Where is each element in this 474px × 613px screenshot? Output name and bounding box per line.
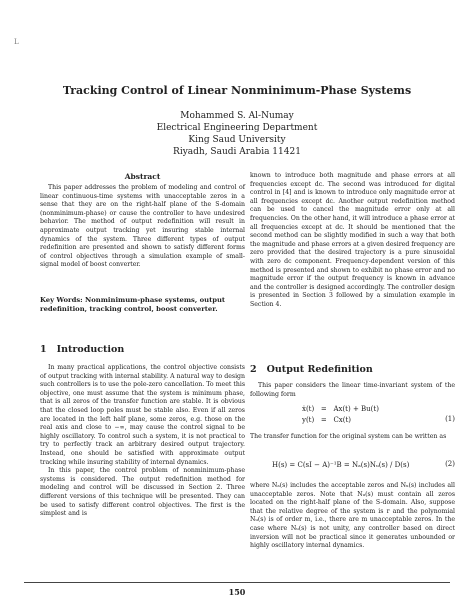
abstract-text-block xyxy=(40,184,245,270)
abstract-text: This paper addresses the problem of modeling and control of linear continuous-time systems with unacceptable zeros in a sense that they are on the right-half plane of the S-domain (nonminimum-phase) or cause the controller to have undesired behavior. The method of output redefinition will result in approximate output tracking yet insuring stable internal dynamics of the system. Three different types of output redefinition are presented and shown to satisfy different forms of control objectives through a simulation example of small-signal model of boost converter. xyxy=(40,184,245,269)
intro-number: 1 xyxy=(40,344,47,355)
equation-2-number: (2) xyxy=(445,460,455,468)
intro-paragraph-2: In this paper, the control problem of nonminimum-phase systems is considered. The output redefinition method for modeling and control will be discussed in Section 2. Three different versions of this technique will be presented. They can be used to satisfy different control objectives. The first is the simplest and is xyxy=(40,467,245,518)
paper-title: Tracking Control of Linear Nonminimum-Phase Systems xyxy=(62,84,412,97)
section2-para1-block xyxy=(250,382,455,399)
author-department: Electrical Engineering Department xyxy=(156,123,318,133)
intro-text-block xyxy=(40,364,245,519)
equation-1-line-2: y(t) = Cx(t) xyxy=(302,416,352,424)
footer-rule xyxy=(24,582,450,583)
intro-paragraph-1: In many practical applications, the control objective consists of output tracking with internal stability. A natural way to design such controllers is to use the pole-zero cancellation. To meet this objective, one must assume that the system is minimum phase, that is all zeros of the transfer function are stable. It is obvious that the closed loop poles must be stable also. Even if all zeros are located in the left half plane, some zeros, e.g. those on the real axis and close to −∞, may cause the control signal to be highly oscillatory. To control such a system, it is not practical to try to perfectly track an arbitrary desired output trajectory. Instead, one should be satisfied with approximate output tracking while insuring stability of internal dynamics. xyxy=(40,364,245,466)
equation-1 xyxy=(250,404,455,426)
equation-1-number: (1) xyxy=(445,415,455,423)
right-column-continuation: known to introduce both magnitude and phase errors at all frequencies except dc. The second was introduced for digital control in [4] and is known to introduce only magnitude error at all frequencies except dc. Another output redefinition method can be used to cancel the magnitude error only at all frequencies. On the other hand, it will introduce a phase error at all frequencies except at dc. It should be mentioned that the second method can be slightly modified in such a way that both the magnitude and phase errors at a given desired frequency are zero provided that the desired trajectory is a pure sinusoidal with zero dc component. Frequency-dependent version of this method is presented and shown to exhibit no phase error and no magnitude error if the output frequency is known in advance and the controller is designed accordingly. The controller design is presented in Section 3 followed by a simulation example in Section 4. xyxy=(250,172,455,308)
stray-mark: L xyxy=(14,38,19,46)
section2-paragraph-1: This paper considers the linear time-invariant system of the following form xyxy=(250,382,455,398)
section2-paragraph-3: where Nₐ(s) includes the acceptable zeros and Nᵤ(s) includes all unacceptable zeros. Note that Nᵤ(s) must contain all zeros located on the right-half plane of the S-domain. Also, suppose that the relative degree of the system is r and the polynomial Nᵤ(s) is of order m, i.e., there are m unacceptable zeros. In the case where Nᵤ(s) is not unity, any controller based on direct inversion will not be practical since it generates unbounded or highly oscillatory internal dynamics. xyxy=(250,482,455,550)
intro-title: Introduction xyxy=(56,344,125,355)
page-number: 150 xyxy=(228,587,246,597)
section2-para2-block xyxy=(250,433,455,442)
equation-2 xyxy=(250,460,455,471)
author-name: Mohammed S. Al-Numay xyxy=(180,111,294,121)
keywords: Key Words: Nonminimum-phase systems, output redefinition, tracking control, boost converter. xyxy=(40,296,226,313)
section2-title: Output Redefinition xyxy=(266,364,373,375)
abstract-heading: Abstract xyxy=(124,172,161,181)
intro-heading xyxy=(40,344,124,355)
author-city: Riyadh, Saudi Arabia 11421 xyxy=(173,147,301,157)
author-university: King Saud University xyxy=(188,135,286,145)
section2-heading xyxy=(250,364,373,375)
equation-2-body: H(s) = C(sI − A)⁻¹B = Nₐ(s)Nᵤ(s) / D(s) xyxy=(272,461,410,469)
section2-number: 2 xyxy=(250,364,257,375)
right-column-text-block xyxy=(250,172,455,310)
section2-paragraph-2: The transfer function for the original system can be written as xyxy=(250,433,447,440)
section2-para3-block xyxy=(250,482,455,551)
equation-1-line-1: ẋ(t) = Ax(t) + Bu(t) xyxy=(302,405,379,413)
